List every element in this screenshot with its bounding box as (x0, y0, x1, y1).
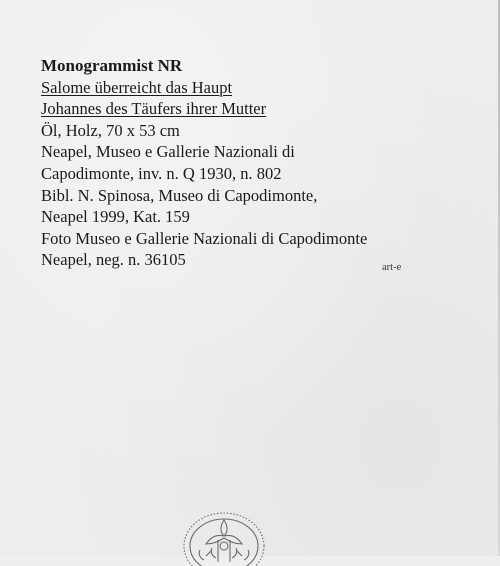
artwork-title-line-1: Salome überreicht das Haupt (41, 77, 233, 97)
medium-dimensions: Öl, Holz, 70 x 53 cm (41, 120, 180, 140)
artwork-title-line-2: Johannes des Täufers ihrer Mutter (41, 99, 267, 119)
location-line-2: Capodimonte, inv. n. Q 1930, n. 802 (41, 163, 282, 183)
artist-name: Monogrammist NR (41, 56, 183, 75)
bibliography-line-2: Neapel 1999, Kat. 159 (41, 207, 190, 227)
signature-mark: art-e (382, 262, 402, 273)
bibliography-line-1: Bibl. N. Spinosa, Museo di Capodimonte, (41, 185, 318, 205)
photo-credit-line-2: Neapel, neg. n. 36105 (41, 250, 186, 270)
location-line-1: Neapel, Museo e Gallerie Nazionali di (41, 142, 295, 162)
ornamental-crest-icon (176, 506, 272, 566)
catalog-card (41, 55, 461, 271)
photo-credit-line-1: Foto Museo e Gallerie Nazionali di Capodimonte (41, 228, 368, 248)
